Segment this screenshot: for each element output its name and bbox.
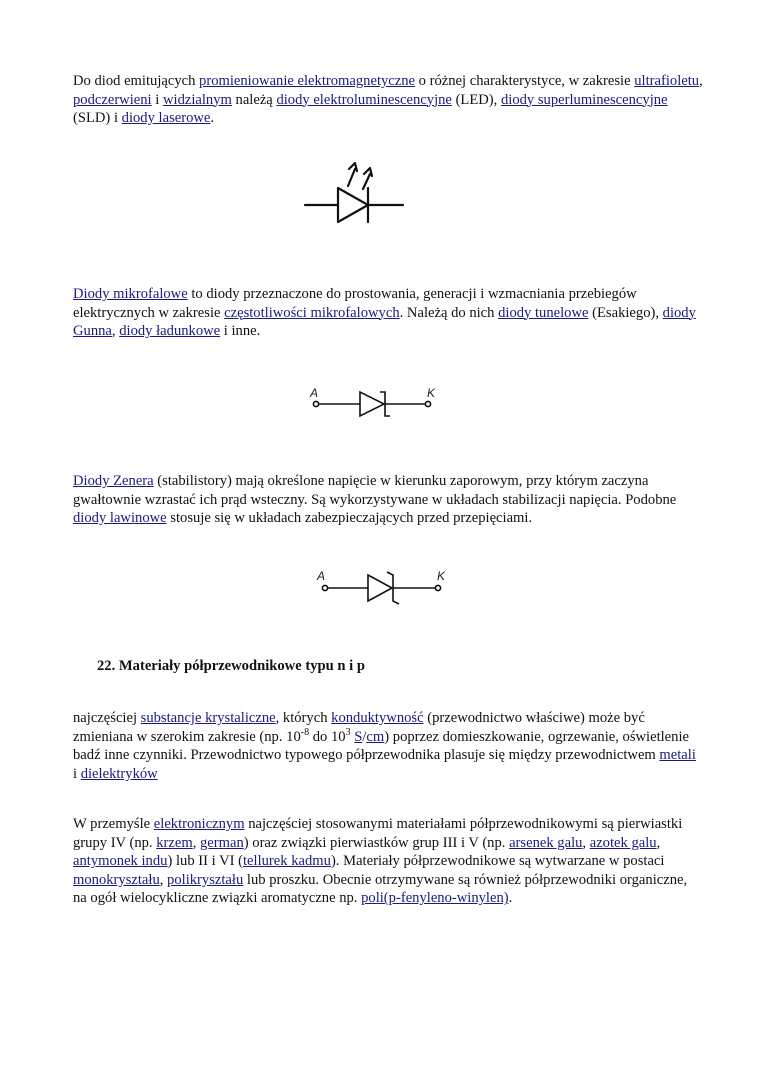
link-laser-diodes[interactable]: diody laserowe <box>121 110 211 127</box>
link-tunnel-diodes[interactable]: diody tunelowe <box>498 304 589 321</box>
zener-diode-symbol-figure <box>313 567 453 607</box>
link-metals[interactable]: metali <box>659 747 696 764</box>
link-electromagnetic-radiation[interactable]: promieniowanie elektromagnetyczne <box>199 73 416 89</box>
section-heading: 22. Materiały półprzewodnikowe typu n i p <box>97 658 365 674</box>
link-dielectrics[interactable]: dielektryków <box>80 765 158 782</box>
link-indium-antimonide[interactable]: antymonek indu <box>73 853 168 870</box>
link-gunn-diodes[interactable]: diody Gunna <box>73 304 696 340</box>
anode-label: A <box>317 569 326 583</box>
led-triangle <box>338 188 368 222</box>
link-electronic[interactable]: elektronicznym <box>153 816 245 832</box>
cathode-terminal <box>425 401 430 406</box>
light-arrowhead-2 <box>364 168 372 176</box>
link-polycrystal[interactable]: polikryształu <box>167 871 244 888</box>
link-conductivity[interactable]: konduktywność <box>331 710 424 726</box>
cathode-label: K <box>427 386 436 400</box>
link-charge-diodes[interactable]: diody ładunkowe <box>119 323 221 340</box>
link-microwave-diodes[interactable]: Diody mikrofalowe <box>73 286 188 302</box>
link-sld[interactable]: diody superluminescencyjne <box>500 91 668 108</box>
cathode-terminal <box>435 585 440 590</box>
anode-label: A <box>310 386 319 400</box>
link-gallium-nitride[interactable]: azotek galu <box>589 834 657 851</box>
link-led[interactable]: diody elektroluminescencyjne <box>276 91 452 108</box>
link-cadmium-telluride[interactable]: tellurek kadmu <box>242 853 331 870</box>
cathode-label: K <box>437 569 446 583</box>
link-visible[interactable]: widzialnym <box>162 91 232 108</box>
link-zener-diodes[interactable]: Diody Zenera <box>73 473 154 489</box>
microwave-diode-symbol-figure <box>305 383 445 423</box>
link-microwave-frequencies[interactable]: częstotliwości mikrofalowych <box>224 304 400 321</box>
paragraph-microwave-diodes: Diody mikrofalowe to diody przeznaczone do prostowania, generacji i wzmacniania przebiegów elektrycznych w zakresie częstotliwości mikrofalowych. Należą do nich diody tunelowe (Esakiego), diody Gunna, diody ładunkowe i inne. <box>73 286 696 340</box>
link-germanium[interactable]: german <box>200 834 244 851</box>
link-ultraviolet[interactable]: ultrafioletu <box>634 73 700 89</box>
light-arrow-2 <box>363 174 370 189</box>
anode-terminal <box>313 401 318 406</box>
link-siemens[interactable]: S <box>354 728 363 745</box>
diode-triangle <box>360 392 384 416</box>
link-infrared[interactable]: podczerwieni <box>73 91 152 108</box>
paragraph-semiconductor-materials: W przemyśle elektronicznym najczęściej stosowanymi materiałami półprzewodnikowymi są pierwiastki grupy IV (np. krzem, german) oraz związki pierwiastków grup III i V (np. arsenek galu, azotek galu, antymonek indu) lub II i VI (tellurek kadmu). Materiały półprzewodnikowe są wytwarzane w postaci monokryształu, polikryształu lub proszku. Obecnie otrzymywane są również półprzewodniki organiczne, na ogół wielocykliczne związki aromatyczne np. poli(p-fenyleno-winylen). <box>73 816 688 907</box>
link-ppv[interactable]: poli(p-fenyleno-winylen) <box>361 890 509 907</box>
led-symbol-figure <box>300 155 410 230</box>
paragraph-emitting-diodes: Do diod emitujących promieniowanie elektromagnetyczne o różnej charakterystyce, w zakresie ultrafioletu, podczerwieni i widzialnym należą diody elektroluminescencyjne (LED), diody superluminescencyjne (SLD) i diody laserowe. <box>73 73 703 127</box>
link-avalanche-diodes[interactable]: diody lawinowe <box>73 510 167 527</box>
link-monocrystal[interactable]: monokryształu <box>73 871 160 888</box>
link-centimeter[interactable]: cm <box>366 728 385 745</box>
link-gallium-arsenide[interactable]: arsenek galu <box>509 834 583 851</box>
anode-terminal <box>322 585 327 590</box>
diode-triangle <box>368 575 392 601</box>
light-arrowhead-1 <box>349 163 357 171</box>
link-crystalline-substances[interactable]: substancje krystaliczne <box>140 710 276 726</box>
paragraph-semiconductors-definition: najczęściej substancje krystaliczne, których konduktywność (przewodnictwo właściwe) może być zmieniana w szerokim zakresie (np. $10^{-8}$ do $10^3$ S/cm) poprzez domieszkowanie, ogrzewanie, oświetlenie badź inne czynniki. Przewodnictwo typowego półprzewodnika plasuje się między przewodnictwem metali i dielektryków <box>73 710 696 782</box>
link-silicon[interactable]: krzem <box>156 834 193 851</box>
paragraph-zener-diodes: Diody Zenera (stabilistory) mają określone napięcie w kierunku zaporowym, przy którym zaczyna gwałtownie wzrastać ich prąd wsteczny. Są wykorzystywane w układach stabilizacji napięcia. Podobne diody lawinowe stosuje się w układach zabezpieczających przed przepięciami. <box>73 473 677 527</box>
light-arrow-1 <box>348 169 355 186</box>
